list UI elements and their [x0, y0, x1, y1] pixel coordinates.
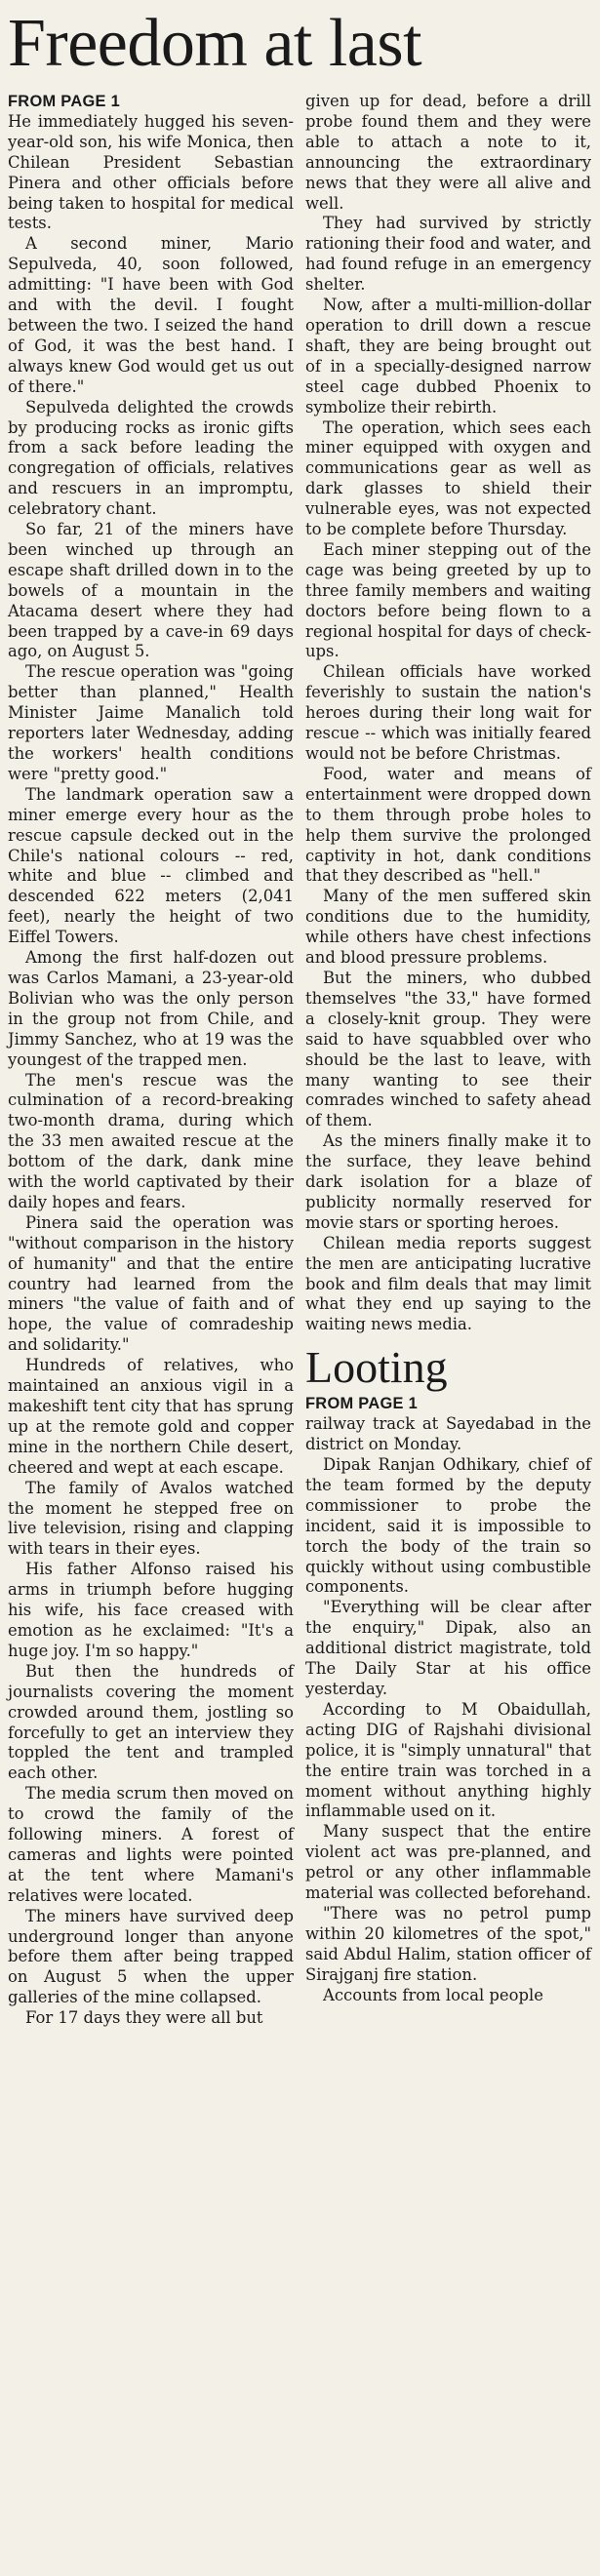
paragraph: But then the hundreds of journalists covering the moment crowded around them, jostling so forcefully to get an interview they toppled the tent and trampled each other.: [8, 1661, 294, 1783]
paragraph: Many of the men suffered skin conditions due to the humidity, while others have chest infections and blood pressure problems.: [305, 887, 591, 968]
paragraph: Chilean officials have worked feverishly to sustain the nation's heroes during their long wait for rescue -- which was initially feared would not be before Christmas.: [305, 662, 591, 763]
paragraph: But the miners, who dubbed themselves "the 33," have formed a closely-knit group. They were said to have squabbled over who should be the last to leave, with many wanting to see their comrades winched to safety ahead of them.: [305, 968, 591, 1130]
paragraph: Sepulveda delighted the crowds by producing rocks as ironic gifts from a sack before leading the congregation of officials, relatives and rescuers in an impromptu, celebratory chant.: [8, 397, 294, 519]
headline: Freedom at last: [8, 6, 422, 81]
paragraph: Now, after a multi-million-dollar operation to drill down a rescue shaft, they are being brought out of in a specially-designed narrow steel cage dubbed Phoenix to symbolize their rebirth.: [305, 296, 591, 416]
paragraph: "There was no petrol pump within 20 kilometres of the spot," said Abdul Halim, station officer of Sirajganj fire station.: [305, 1903, 591, 1984]
paragraph: His father Alfonso raised his arms in triumph before hugging his wife, his face creased with emotion as he exclaimed: "It's a huge joy. I'm so happy.": [8, 1560, 294, 1660]
paragraph: Pinera said the operation was "without comparison in the history of humanity" and that the entire country had learned from the miners "the value of faith and of hope, the value of comradeship and solidarity.": [8, 1212, 294, 1355]
paragraph: given up for dead, before a drill probe found them and they were able to attach a note to it, announcing the extraordinary news that they were all alive and well.: [305, 92, 591, 213]
paragraph: The men's rescue was the culmination of a record-breaking two-month drama, during which the 33 men awaited rescue at the bottom of the dark, dank mine with the world captivated by their daily hopes and fears.: [8, 1070, 294, 1211]
paragraph: Hundreds of relatives, who maintained an anxious vigil in a makeshift tent city that has sprung up at the remote gold and copper mine in the northern Chile desert, cheered and wept at each escape.: [8, 1356, 294, 1477]
column-right: [305, 92, 591, 2029]
kicker: FROM PAGE 1: [8, 93, 121, 110]
paragraph: Each miner stepping out of the cage was being greeted by up to three family members and waiting doctors before being flown to a regional hospital for days of check-ups.: [305, 539, 591, 661]
paragraph: Chilean media reports suggest the men are anticipating lucrative book and film deals that may limit what they end up saying to the waiting news media.: [305, 1233, 591, 1334]
paragraph: They had survived by strictly rationing their food and water, and had found refuge in an emergency shelter.: [305, 214, 591, 295]
column-left: [8, 92, 294, 2029]
paragraph: "Everything will be clear after the enquiry," Dipak, also an additional district magistrate, told The Daily Star at his office yesterday.: [305, 1598, 591, 1698]
paragraph: Many suspect that the entire violent act was pre-planned, and petrol or any other inflammable material was collected beforehand.: [305, 1822, 591, 1903]
story1-continuation: [305, 92, 591, 1335]
paragraph: According to M Obaidullah, acting DIG of Rajshahi divisional police, it is "simply unnatural" that the entire train was torched in a moment without anything highly inflammable used on it.: [305, 1699, 591, 1821]
paragraph: So far, 21 of the miners have been winched up through an escape shaft drilled down in to the bowels of a mountain in the Atacama desert where they had been trapped by a cave-in 69 days ago, on August 5.: [8, 520, 294, 661]
article-columns: [8, 92, 592, 2029]
paragraph: The rescue operation was "going better than planned," Health Minister Jaime Manalich told reporters later Wednesday, adding the workers' health conditions were "pretty good.": [8, 662, 294, 783]
paragraph: The family of Avalos watched the moment he stepped free on live television, rising and clapping with tears in their eyes.: [8, 1478, 294, 1559]
looting-kicker: FROM PAGE 1: [305, 1395, 419, 1413]
paragraph: Among the first half-dozen out was Carlos Mamani, a 23-year-old Bolivian who was the only person in the group not from Chile, and Jimmy Sanchez, who at 19 was the youngest of the trapped men.: [8, 948, 294, 1069]
paragraph: Food, water and means of entertainment were dropped down to them through probe holes to help them survive the prolonged captivity in hot, dank conditions that they described as "hell.": [305, 764, 591, 886]
paragraph: The miners have survived deep underground longer than anyone before them after being trapped on August 5 when the upper galleries of the mine collapsed.: [8, 1906, 294, 2007]
paragraph: The landmark operation saw a miner emerge every hour as the rescue capsule decked out in the Chile's national colours -- red, white and blue -- climbed and descended 622 meters (2,041 feet), nearly the height of two Eiffel Towers.: [8, 784, 294, 947]
paragraph: As the miners finally make it to the surface, they leave behind dark isolation for a blaze of publicity normally reserved for movie stars or sporting heroes.: [305, 1131, 591, 1232]
paragraph: The media scrum then moved on to crowd the family of the following miners. A forest of cameras and lights were pointed at the tent where Mamani's relatives were located.: [8, 1784, 294, 1905]
paragraph: railway track at Sayedabad in the district on Monday.: [305, 1414, 591, 1454]
looting-headline: Looting: [305, 1342, 448, 1393]
looting-body: [305, 1414, 591, 2005]
paragraph: The operation, which sees each miner equipped with oxygen and communications gear as well as dark glasses to shield their vulnerable eyes, was not expected to be complete before Thursday.: [305, 417, 591, 539]
paragraph: Dipak Ranjan Odhikary, chief of the team formed by the deputy commissioner to probe the incident, said it is impossible to torch the body of the train so quickly without using combustible components.: [305, 1455, 591, 1597]
paragraph: A second miner, Mario Sepulveda, 40, soon followed, admitting: "I have been with God and with the devil. I fought between the two. I seized the hand of God, it was the best hand. I always knew God would get us out of there.": [8, 234, 294, 396]
paragraph: He immediately hugged his seven-year-old son, his wife Monica, then Chilean President Sebastian Pinera and other officials before being taken to hospital for medical tests.: [8, 111, 294, 233]
paragraph: Accounts from local people: [323, 1985, 543, 2004]
paragraph: For 17 days they were all but: [25, 2008, 263, 2028]
